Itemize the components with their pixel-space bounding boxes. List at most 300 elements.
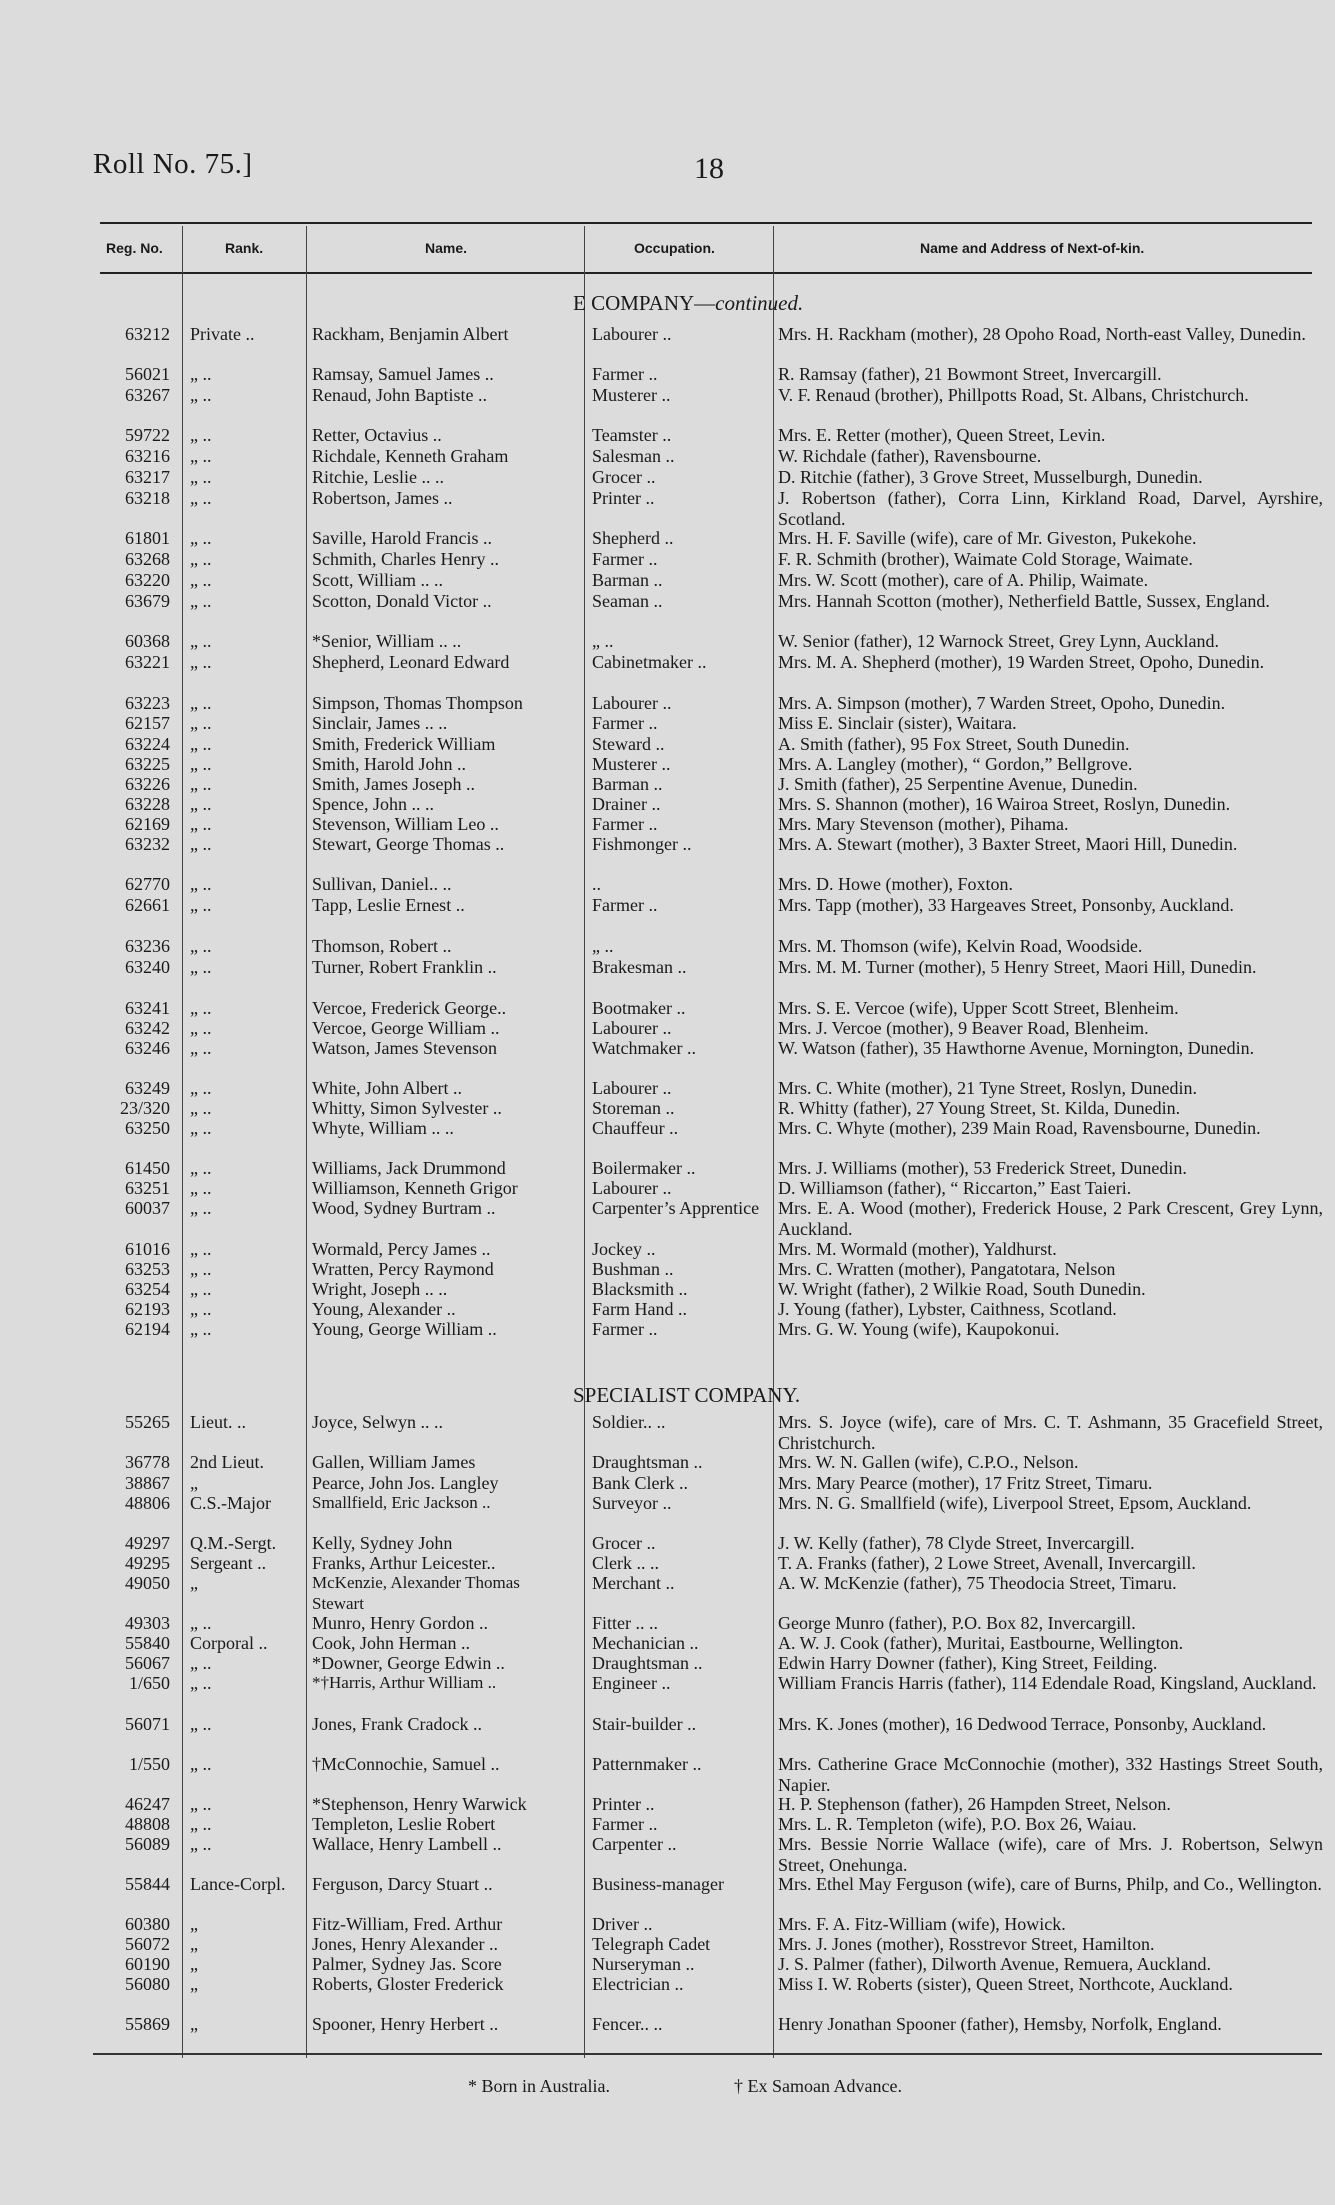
cell-reg: 63232	[125, 834, 170, 854]
cell-kin: Mrs. Bessie Norrie Wallace (wife), care of Mrs. J. Robertson, Selwyn Street, Onehunga.	[778, 1834, 1323, 1875]
cell-rank: „ ..	[190, 998, 212, 1018]
cell-occ: Grocer ..	[592, 467, 656, 487]
cell-rank: „ ..	[190, 1834, 212, 1854]
cell-reg: 56071	[125, 1714, 170, 1734]
cell-reg: 63246	[125, 1038, 170, 1058]
cell-kin: Mrs. H. F. Saville (wife), care of Mr. Giveston, Pukekohe.	[778, 528, 1197, 548]
cell-occ: Teamster ..	[592, 425, 672, 445]
cell-rank: „ ..	[190, 631, 212, 651]
cell-kin: Mrs. M. M. Turner (mother), 5 Henry Street, Maori Hill, Dunedin.	[778, 957, 1257, 977]
cell-occ: Stair-builder ..	[592, 1714, 697, 1734]
cell-rank: „ ..	[190, 1078, 212, 1098]
cell-reg: 63679	[125, 591, 170, 611]
cell-kin: F. R. Schmith (brother), Waimate Cold Storage, Waimate.	[778, 549, 1193, 569]
cell-rank: C.S.-Major	[190, 1493, 271, 1513]
cell-rank: „	[190, 1473, 198, 1493]
cell-name: White, John Albert ..	[312, 1078, 462, 1098]
cell-kin: Mrs. L. R. Templeton (wife), P.O. Box 26, Waiau.	[778, 1814, 1137, 1834]
cell-reg: 62770	[125, 874, 170, 894]
cell-occ: Patternmaker ..	[592, 1754, 702, 1774]
cell-reg: 1/650	[128, 1673, 170, 1693]
cell-name: Fitz-William, Fred. Arthur	[312, 1914, 503, 1934]
cell-occ: Barman ..	[592, 774, 663, 794]
cell-name: *Stephenson, Henry Warwick	[312, 1794, 527, 1814]
cell-kin: Mrs. C. Wratten (mother), Pangatotara, Nelson	[778, 1259, 1116, 1279]
cell-kin: Mrs. D. Howe (mother), Foxton.	[778, 874, 1013, 894]
cell-kin: Mrs. C. White (mother), 21 Tyne Street, Roslyn, Dunedin.	[778, 1078, 1198, 1098]
cell-kin: Mrs. E. Retter (mother), Queen Street, Levin.	[778, 425, 1106, 445]
col-rank: Rank.	[225, 240, 264, 256]
cell-occ: Labourer ..	[592, 1078, 672, 1098]
cell-occ: „ ..	[592, 936, 614, 956]
cell-rank: Private ..	[190, 324, 255, 344]
cell-kin: Mrs. Tapp (mother), 33 Hargeaves Street, Ponsonby, Auckland.	[778, 895, 1234, 915]
cell-occ: Labourer ..	[592, 1018, 672, 1038]
cell-reg: 60380	[125, 1914, 170, 1934]
column-rule	[306, 226, 307, 2058]
cell-kin: W. Watson (father), 35 Hawthorne Avenue, Mornington, Dunedin.	[778, 1038, 1255, 1058]
cell-reg: 63250	[125, 1118, 170, 1138]
cell-reg: 46247	[125, 1794, 170, 1814]
cell-rank: „ ..	[190, 794, 212, 814]
cell-occ: Labourer ..	[592, 1178, 672, 1198]
cell-name: Tapp, Leslie Ernest ..	[312, 895, 465, 915]
section-title-e-company	[573, 291, 803, 316]
cell-reg: 61801	[125, 528, 170, 548]
cell-name: Sullivan, Daniel.. ..	[312, 874, 452, 894]
cell-name: Whyte, William .. ..	[312, 1118, 454, 1138]
cell-occ: Jockey ..	[592, 1239, 656, 1259]
cell-reg: 61016	[125, 1239, 170, 1259]
cell-occ: Bank Clerk ..	[592, 1473, 688, 1493]
cell-rank: „ ..	[190, 1198, 212, 1218]
cell-occ: Business-manager	[592, 1874, 724, 1894]
cell-name: Wratten, Percy Raymond	[312, 1259, 494, 1279]
cell-occ: Boilermaker ..	[592, 1158, 696, 1178]
cell-name: McKenzie, Alexander Thomas Stewart	[312, 1573, 520, 1613]
cell-kin: J. Robertson (father), Corra Linn, Kirkland Road, Darvel, Ayrshire, Scotland.	[778, 488, 1323, 529]
cell-kin: Mrs. M. Thomson (wife), Kelvin Road, Woodside.	[778, 936, 1143, 956]
cell-reg: 63249	[125, 1078, 170, 1098]
cell-occ: Clerk .. ..	[592, 1553, 659, 1573]
cell-kin: V. F. Renaud (brother), Phillpotts Road, St. Albans, Christchurch.	[778, 385, 1249, 405]
cell-kin: D. Ritchie (father), 3 Grove Street, Musselburgh, Dunedin.	[778, 467, 1203, 487]
cell-rank: Sergeant ..	[190, 1553, 267, 1573]
cell-name: Roberts, Gloster Frederick	[312, 1974, 504, 1994]
cell-reg: 60037	[125, 1198, 170, 1218]
cell-kin: Mrs. A. Simpson (mother), 7 Warden Street, Opoho, Dunedin.	[778, 693, 1226, 713]
cell-occ: Fishmonger ..	[592, 834, 692, 854]
cell-reg: 63251	[125, 1178, 170, 1198]
cell-kin: Mrs. S. E. Vercoe (wife), Upper Scott Street, Blenheim.	[778, 998, 1179, 1018]
cell-occ: Electrician ..	[592, 1974, 684, 1994]
cell-rank: „ ..	[190, 774, 212, 794]
cell-rank: „ ..	[190, 549, 212, 569]
cell-reg: 63228	[125, 794, 170, 814]
cell-name: Spooner, Henry Herbert ..	[312, 2014, 499, 2034]
cell-reg: 49295	[125, 1553, 170, 1573]
cell-occ: Drainer ..	[592, 794, 661, 814]
cell-name: Wormald, Percy James ..	[312, 1239, 491, 1259]
cell-kin: Mrs. F. A. Fitz-William (wife), Howick.	[778, 1914, 1066, 1934]
cell-kin: George Munro (father), P.O. Box 82, Invercargill.	[778, 1613, 1136, 1633]
cell-kin: Mrs. S. Shannon (mother), 16 Wairoa Street, Roslyn, Dunedin.	[778, 794, 1231, 814]
column-header-bar	[100, 222, 1312, 274]
roll-number: Roll No. 75.]	[93, 148, 253, 180]
cell-reg: 63254	[125, 1279, 170, 1299]
cell-occ: Musterer ..	[592, 385, 671, 405]
cell-reg: 63217	[125, 467, 170, 487]
cell-occ: Fencer.. ..	[592, 2014, 663, 2034]
cell-rank: „	[190, 1914, 198, 1934]
cell-name: Jones, Henry Alexander ..	[312, 1934, 498, 1954]
cell-reg: 63218	[125, 488, 170, 508]
cell-reg: 56089	[125, 1834, 170, 1854]
col-reg-no: Reg. No.	[106, 240, 163, 256]
cell-occ: ..	[592, 874, 601, 894]
cell-reg: 59722	[125, 425, 170, 445]
cell-occ: Farmer ..	[592, 1814, 658, 1834]
cell-occ: Soldier.. ..	[592, 1412, 666, 1432]
col-name: Name.	[425, 240, 468, 256]
col-occupation: Occupation.	[634, 240, 715, 256]
cell-occ: Salesman ..	[592, 446, 675, 466]
cell-name: Wallace, Henry Lambell ..	[312, 1834, 502, 1854]
cell-name: Kelly, Sydney John	[312, 1533, 453, 1553]
cell-reg: 63236	[125, 936, 170, 956]
cell-name: Robertson, James ..	[312, 488, 453, 508]
cell-occ: Fitter .. ..	[592, 1613, 658, 1633]
cell-name: Munro, Henry Gordon ..	[312, 1613, 488, 1633]
cell-occ: Carpenter ..	[592, 1834, 677, 1854]
cell-rank: „ ..	[190, 1714, 212, 1734]
page-number: 18	[694, 152, 724, 185]
cell-kin: Mrs. W. Scott (mother), care of A. Philip, Waimate.	[778, 570, 1149, 590]
cell-name: Scott, William .. ..	[312, 570, 443, 590]
cell-rank: „ ..	[190, 1239, 212, 1259]
cell-rank: „ ..	[190, 713, 212, 733]
cell-occ: Labourer ..	[592, 693, 672, 713]
cell-occ: Bushman ..	[592, 1259, 674, 1279]
cell-occ: Merchant ..	[592, 1573, 675, 1593]
cell-rank: Lieut. ..	[190, 1412, 246, 1432]
cell-rank: „ ..	[190, 874, 212, 894]
cell-kin: Miss I. W. Roberts (sister), Queen Street, Northcote, Auckland.	[778, 1974, 1233, 1994]
cell-name: Simpson, Thomas Thompson	[312, 693, 523, 713]
cell-occ: Carpenter’s Apprentice	[592, 1198, 760, 1218]
cell-name: Jones, Frank Cradock ..	[312, 1714, 482, 1734]
cell-kin: Mrs. W. N. Gallen (wife), C.P.O., Nelson.	[778, 1452, 1079, 1472]
cell-rank: „ ..	[190, 1814, 212, 1834]
cell-reg: 60368	[125, 631, 170, 651]
cell-occ: Farmer ..	[592, 895, 658, 915]
cell-rank: „	[190, 1954, 198, 1974]
cell-rank: „ ..	[190, 957, 212, 977]
cell-rank: 2nd Lieut.	[190, 1452, 264, 1472]
cell-name: Ritchie, Leslie .. ..	[312, 467, 444, 487]
cell-reg: 55840	[125, 1633, 170, 1653]
cell-name: Cook, John Herman ..	[312, 1633, 470, 1653]
cell-rank: „ ..	[190, 1158, 212, 1178]
cell-name: Rackham, Benjamin Albert	[312, 324, 509, 344]
section-title-specialist-company	[573, 1383, 800, 1408]
cell-occ: Farm Hand ..	[592, 1299, 687, 1319]
cell-name: Wood, Sydney Burtram ..	[312, 1198, 496, 1218]
cell-rank: „ ..	[190, 1098, 212, 1118]
cell-occ: Cabinetmaker ..	[592, 652, 707, 672]
cell-rank: „ ..	[190, 1259, 212, 1279]
cell-rank: „ ..	[190, 446, 212, 466]
cell-rank: „ ..	[190, 467, 212, 487]
cell-kin: Mrs. A. Langley (mother), “ Gordon,” Bellgrove.	[778, 754, 1133, 774]
cell-name: †McConnochie, Samuel ..	[312, 1754, 500, 1774]
cell-name: Whitty, Simon Sylvester ..	[312, 1098, 502, 1118]
cell-kin: Mrs. G. W. Young (wife), Kaupokonui.	[778, 1319, 1060, 1339]
cell-kin: Mrs. J. Jones (mother), Rosstrevor Street, Hamilton.	[778, 1934, 1155, 1954]
cell-occ: Chauffeur ..	[592, 1118, 679, 1138]
cell-kin: J. Young (father), Lybster, Caithness, Scotland.	[778, 1299, 1117, 1319]
cell-kin: W. Senior (father), 12 Warnock Street, Grey Lynn, Auckland.	[778, 631, 1219, 651]
cell-reg: 62661	[125, 895, 170, 915]
cell-reg: 49050	[125, 1573, 170, 1593]
cell-occ: Seaman ..	[592, 591, 663, 611]
cell-name: Vercoe, George William ..	[312, 1018, 500, 1038]
cell-name: *†Harris, Arthur William ..	[312, 1673, 497, 1692]
cell-kin: Mrs. C. Whyte (mother), 239 Main Road, Ravensbourne, Dunedin.	[778, 1118, 1261, 1138]
cell-name: Saville, Harold Francis ..	[312, 528, 492, 548]
footnote-ex-samoan-advance: † Ex Samoan Advance.	[734, 2076, 902, 2096]
cell-rank: „ ..	[190, 591, 212, 611]
cell-kin: W. Wright (father), 2 Wilkie Road, South Dunedin.	[778, 1279, 1146, 1299]
col-next-of-kin: Name and Address of Next-of-kin.	[920, 240, 1145, 256]
column-rule	[584, 226, 585, 2058]
cell-kin: Mrs. H. Rackham (mother), 28 Opoho Road, North-east Valley, Dunedin.	[778, 324, 1306, 344]
cell-occ: Mechanician ..	[592, 1633, 699, 1653]
section-title-suffix: continued.	[715, 291, 804, 315]
cell-rank: „	[190, 1934, 198, 1954]
cell-name: Stevenson, William Leo ..	[312, 814, 499, 834]
cell-rank: „ ..	[190, 1279, 212, 1299]
cell-kin: Mrs. M. Wormald (mother), Yaldhurst.	[778, 1239, 1057, 1259]
cell-kin: D. Williamson (father), “ Riccarton,” East Taieri.	[778, 1178, 1132, 1198]
cell-name: Williamson, Kenneth Grigor	[312, 1178, 518, 1198]
cell-rank: „ ..	[190, 1794, 212, 1814]
cell-reg: 63241	[125, 998, 170, 1018]
cell-rank: „	[190, 1573, 198, 1593]
cell-kin: R. Ramsay (father), 21 Bowmont Street, Invercargill.	[778, 364, 1162, 384]
cell-reg: 36778	[125, 1452, 170, 1472]
cell-occ: Grocer ..	[592, 1533, 656, 1553]
cell-name: Thomson, Robert ..	[312, 936, 452, 956]
cell-reg: 56021	[125, 364, 170, 384]
cell-rank: „ ..	[190, 570, 212, 590]
cell-rank: „ ..	[190, 1653, 212, 1673]
cell-rank: „ ..	[190, 528, 212, 548]
cell-reg: 63226	[125, 774, 170, 794]
cell-rank: Q.M.-Sergt.	[190, 1533, 277, 1553]
cell-kin: H. P. Stephenson (father), 26 Hampden Street, Nelson.	[778, 1794, 1171, 1814]
column-rule	[182, 226, 183, 2058]
cell-occ: Draughtsman ..	[592, 1452, 703, 1472]
cell-rank: „ ..	[190, 895, 212, 915]
cell-kin: Mrs. Mary Stevenson (mother), Pihama.	[778, 814, 1069, 834]
footnote-born-in-australia: * Born in Australia.	[468, 2076, 610, 2096]
cell-reg: 55869	[125, 2014, 170, 2034]
cell-kin: Mrs. K. Jones (mother), 16 Dedwood Terrace, Ponsonby, Auckland.	[778, 1714, 1267, 1734]
cell-name: Schmith, Charles Henry ..	[312, 549, 499, 569]
cell-reg: 23/320	[119, 1098, 170, 1118]
cell-kin: J. W. Kelly (father), 78 Clyde Street, Invercargill.	[778, 1533, 1135, 1553]
cell-occ: „ ..	[592, 631, 614, 651]
cell-name: Watson, James Stevenson	[312, 1038, 498, 1058]
cell-occ: Barman ..	[592, 570, 663, 590]
cell-name: Spence, John .. ..	[312, 794, 434, 814]
cell-name: Gallen, William James	[312, 1452, 476, 1472]
cell-name: Shepherd, Leonard Edward	[312, 652, 510, 672]
cell-name: Sinclair, James .. ..	[312, 713, 448, 733]
cell-name: Smith, Harold John ..	[312, 754, 467, 774]
cell-kin: Mrs. E. A. Wood (mother), Frederick House, 2 Park Crescent, Grey Lynn, Auckland.	[778, 1198, 1323, 1239]
cell-kin: J. S. Palmer (father), Dilworth Avenue, Remuera, Auckland.	[778, 1954, 1212, 1974]
cell-reg: 60190	[125, 1954, 170, 1974]
cell-rank: „ ..	[190, 1178, 212, 1198]
cell-name: Smallfield, Eric Jackson ..	[312, 1493, 491, 1512]
cell-rank: „ ..	[190, 425, 212, 445]
cell-name: Smith, James Joseph ..	[312, 774, 476, 794]
cell-name: Joyce, Selwyn .. ..	[312, 1412, 443, 1432]
cell-rank: „ ..	[190, 1118, 212, 1138]
cell-kin: Edwin Harry Downer (father), King Street, Feilding.	[778, 1653, 1158, 1673]
cell-reg: 63240	[125, 957, 170, 977]
cell-rank: Corporal ..	[190, 1633, 268, 1653]
cell-occ: Farmer ..	[592, 364, 658, 384]
cell-kin: Henry Jonathan Spooner (father), Hemsby, Norfolk, England.	[778, 2014, 1222, 2034]
cell-rank: „ ..	[190, 734, 212, 754]
cell-occ: Blacksmith ..	[592, 1279, 688, 1299]
cell-rank: „ ..	[190, 693, 212, 713]
cell-occ: Musterer ..	[592, 754, 671, 774]
cell-occ: Shepherd ..	[592, 528, 674, 548]
cell-occ: Driver ..	[592, 1914, 653, 1934]
cell-reg: 56080	[125, 1974, 170, 1994]
cell-occ: Farmer ..	[592, 814, 658, 834]
cell-kin: Mrs. M. A. Shepherd (mother), 19 Warden Street, Opoho, Dunedin.	[778, 652, 1265, 672]
cell-rank: „ ..	[190, 652, 212, 672]
cell-kin: A. W. McKenzie (father), 75 Theodocia Street, Timaru.	[778, 1573, 1177, 1593]
cell-kin: A. W. J. Cook (father), Muritai, Eastbourne, Wellington.	[778, 1633, 1184, 1653]
cell-occ: Nurseryman ..	[592, 1954, 695, 1974]
cell-name: Stewart, George Thomas ..	[312, 834, 505, 854]
cell-reg: 63242	[125, 1018, 170, 1038]
cell-rank: „ ..	[190, 1299, 212, 1319]
cell-kin: Mrs. Hannah Scotton (mother), Netherfield Battle, Sussex, England.	[778, 591, 1270, 611]
cell-reg: 63220	[125, 570, 170, 590]
cell-rank: „ ..	[190, 1754, 212, 1774]
cell-kin: Mrs. Mary Pearce (mother), 17 Fritz Street, Timaru.	[778, 1473, 1153, 1493]
cell-occ: Watchmaker ..	[592, 1038, 697, 1058]
column-rule	[773, 226, 774, 2058]
cell-occ: Draughtsman ..	[592, 1653, 703, 1673]
cell-occ: Farmer ..	[592, 1319, 658, 1339]
cell-reg: 55265	[125, 1412, 170, 1432]
cell-occ: Steward ..	[592, 734, 665, 754]
cell-reg: 56072	[125, 1934, 170, 1954]
cell-kin: Mrs. Catherine Grace McConnochie (mother), 332 Hastings Street South, Napier.	[778, 1754, 1323, 1795]
cell-kin: Mrs. S. Joyce (wife), care of Mrs. C. T. Ashmann, 35 Gracefield Street, Christchurch.	[778, 1412, 1323, 1453]
cell-name: Vercoe, Frederick George..	[312, 998, 507, 1018]
cell-rank: „ ..	[190, 1673, 212, 1693]
cell-kin: Mrs. J. Williams (mother), 53 Frederick Street, Dunedin.	[778, 1158, 1187, 1178]
cell-reg: 63268	[125, 549, 170, 569]
cell-rank: „ ..	[190, 1319, 212, 1339]
cell-name: Templeton, Leslie Robert	[312, 1814, 496, 1834]
cell-rank: „ ..	[190, 834, 212, 854]
cell-name: Ferguson, Darcy Stuart ..	[312, 1874, 493, 1894]
cell-name: Renaud, John Baptiste ..	[312, 385, 487, 405]
cell-rank: „ ..	[190, 1038, 212, 1058]
cell-occ: Surveyor ..	[592, 1493, 672, 1513]
cell-rank: „	[190, 1974, 198, 1994]
cell-reg: 48808	[125, 1814, 170, 1834]
cell-reg: 62194	[125, 1319, 170, 1339]
cell-name: Wright, Joseph .. ..	[312, 1279, 448, 1299]
cell-reg: 55844	[125, 1874, 170, 1894]
cell-name: Pearce, John Jos. Langley	[312, 1473, 499, 1493]
cell-kin: Mrs. A. Stewart (mother), 3 Baxter Street, Maori Hill, Dunedin.	[778, 834, 1238, 854]
cell-reg: 63212	[125, 324, 170, 344]
section-title-text: E COMPANY—	[573, 291, 716, 315]
cell-rank: „ ..	[190, 1613, 212, 1633]
cell-rank: Lance-Corpl.	[190, 1874, 286, 1894]
cell-name: Palmer, Sydney Jas. Score	[312, 1954, 502, 1974]
cell-name: *Downer, George Edwin ..	[312, 1653, 505, 1673]
cell-occ: Labourer ..	[592, 324, 672, 344]
cell-kin: A. Smith (father), 95 Fox Street, South Dunedin.	[778, 734, 1130, 754]
cell-reg: 49303	[125, 1613, 170, 1633]
cell-reg: 49297	[125, 1533, 170, 1553]
cell-reg: 48806	[125, 1493, 170, 1513]
cell-occ: Printer ..	[592, 488, 655, 508]
cell-occ: Brakesman ..	[592, 957, 687, 977]
footer-rule	[93, 2053, 1322, 2055]
cell-occ: Farmer ..	[592, 549, 658, 569]
cell-rank: „ ..	[190, 1018, 212, 1038]
cell-rank: „	[190, 2014, 198, 2034]
cell-reg: 63224	[125, 734, 170, 754]
cell-reg: 62169	[125, 814, 170, 834]
cell-reg: 63216	[125, 446, 170, 466]
cell-reg: 56067	[125, 1653, 170, 1673]
cell-name: Smith, Frederick William	[312, 734, 496, 754]
cell-reg: 63225	[125, 754, 170, 774]
cell-name: *Senior, William .. ..	[312, 631, 462, 651]
cell-name: Ramsay, Samuel James ..	[312, 364, 494, 384]
cell-occ: Telegraph Cadet	[592, 1934, 711, 1954]
cell-name: Young, George William ..	[312, 1319, 497, 1339]
cell-kin: R. Whitty (father), 27 Young Street, St. Kilda, Dunedin.	[778, 1098, 1181, 1118]
cell-reg: 63253	[125, 1259, 170, 1279]
cell-kin: T. A. Franks (father), 2 Lowe Street, Avenall, Invercargill.	[778, 1553, 1196, 1573]
cell-occ: Storeman ..	[592, 1098, 675, 1118]
cell-rank: „ ..	[190, 385, 212, 405]
cell-reg: 1/550	[128, 1754, 170, 1774]
cell-occ: Farmer ..	[592, 713, 658, 733]
cell-rank: „ ..	[190, 754, 212, 774]
cell-kin: W. Richdale (father), Ravensbourne.	[778, 446, 1042, 466]
cell-reg: 63223	[125, 693, 170, 713]
cell-occ: Printer ..	[592, 1794, 655, 1814]
cell-occ: Bootmaker ..	[592, 998, 686, 1018]
